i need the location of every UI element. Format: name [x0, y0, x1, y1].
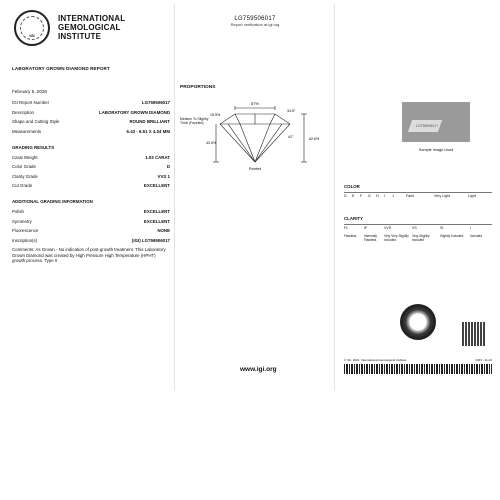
clarity-label: FL — [344, 226, 349, 230]
institute-header — [12, 8, 170, 56]
clarity-description: Included — [470, 234, 483, 238]
color-label: F — [360, 194, 363, 198]
details-section — [12, 98, 170, 136]
additional-value: (IGI) LG759506017 — [131, 237, 170, 243]
additional-grading-heading: ADDITIONAL GRADING INFORMATION — [12, 199, 93, 205]
pavilion-depth: 43.5% — [206, 141, 217, 145]
grading-row — [12, 162, 170, 172]
report-date: February 5, 2026 — [12, 89, 47, 94]
additional-row — [12, 226, 170, 236]
footer-info — [344, 358, 492, 362]
total-depth: 62.6% — [309, 137, 320, 141]
detail-value: ROUND BRILLIANT — [129, 119, 170, 125]
form-code: IG53 - 11-16 — [475, 358, 492, 362]
report-title: LABORATORY GROWN DIAMOND REPORT — [12, 66, 110, 71]
detail-row — [12, 98, 170, 108]
website-link[interactable]: www.igi.org — [240, 366, 277, 373]
color-scale-title: COLOR — [344, 184, 360, 189]
detail-label: IGI Report Number — [12, 100, 50, 106]
girdle-label: Medium To Slightly Thick (Faceted) — [180, 117, 209, 125]
crown-height: 15.5% — [210, 113, 221, 117]
clarity-description: Internally Flawless — [364, 234, 377, 242]
detail-row — [12, 108, 170, 118]
clarity-label: VVS — [384, 226, 392, 230]
additional-value: NONE — [157, 228, 170, 234]
clarity-descriptions — [344, 234, 492, 242]
additional-label: Fluorescence — [12, 228, 39, 234]
additional-label: Symmetry — [12, 218, 32, 224]
detail-label: Shape and Cutting Style — [12, 119, 60, 125]
sample-image — [402, 102, 470, 142]
proportions-diagram — [180, 94, 330, 174]
clarity-description: Slightly Included — [440, 234, 464, 238]
grading-row — [12, 172, 170, 182]
color-scale-labels — [344, 194, 492, 198]
institute-name — [58, 14, 125, 41]
additional-label: Inscription(s) — [12, 237, 38, 243]
column-divider — [174, 4, 175, 390]
proportions-column — [180, 8, 330, 373]
color-label: J — [392, 194, 394, 198]
clarity-scale-title: CLARITY — [344, 216, 364, 221]
color-label: Very Light — [434, 194, 450, 198]
report-verification: Report verification at igi.org — [230, 22, 280, 27]
grading-label: Clarity Grade — [12, 173, 38, 179]
security-strip — [344, 364, 492, 374]
clarity-label: IF — [364, 226, 368, 230]
additional-value: EXCELLENT — [143, 218, 170, 224]
pavilion-angle: 41° — [288, 135, 294, 139]
crown-angle: 34.5° — [287, 109, 296, 113]
institute-line2: GEMOLOGICAL — [58, 23, 121, 32]
additional-label: Polish — [12, 209, 24, 215]
color-label: I — [384, 194, 385, 198]
sample-caption: Sample Image Used — [418, 148, 454, 152]
grading-value: VVS 1 — [157, 173, 170, 179]
report-details-column — [12, 8, 170, 263]
grading-value: 1.03 CARAT — [145, 154, 170, 160]
clarity-scale-labels — [344, 226, 492, 230]
color-label: E — [352, 194, 355, 198]
detail-row — [12, 127, 170, 137]
additional-section — [12, 207, 170, 245]
grading-value: EXCELLENT — [143, 183, 170, 189]
grading-label: Cut Grade — [12, 183, 33, 189]
grading-row — [12, 181, 170, 191]
institute-line1: INTERNATIONAL — [58, 14, 126, 23]
detail-row — [12, 117, 170, 127]
detail-label: Description — [12, 109, 34, 115]
color-label: Faint — [406, 194, 414, 198]
grading-row — [12, 152, 170, 162]
clarity-description: Very Very Slightly Included — [384, 234, 409, 242]
additional-row — [12, 216, 170, 226]
qr-code-icon[interactable] — [462, 322, 486, 346]
detail-value: LG759506017 — [141, 100, 170, 106]
clarity-label: I — [470, 226, 471, 230]
detail-label: Measurements — [12, 129, 42, 135]
table-percent: 57% — [250, 101, 260, 106]
report-number-top: LG759506017 — [234, 16, 276, 22]
additional-row — [12, 207, 170, 217]
grading-section — [12, 152, 170, 190]
grading-results-heading: GRADING RESULTS — [12, 144, 55, 150]
grading-report — [4, 2, 496, 392]
igi-seal-icon — [14, 10, 50, 46]
clarity-description: Very Slightly Included — [412, 234, 430, 242]
copyright-text: © IGI, 2021. International Gemological Institute — [344, 358, 407, 362]
culet-label: Pointed — [248, 167, 262, 171]
color-label: G — [368, 194, 371, 198]
institute-line3: INSTITUTE — [58, 32, 102, 41]
seal-text: IGI — [29, 33, 35, 38]
color-scale-line — [344, 192, 492, 193]
clarity-label: VS — [412, 226, 417, 230]
additional-value: EXCELLENT — [143, 209, 170, 215]
color-label: Light — [468, 194, 476, 198]
clarity-scale-line — [344, 224, 492, 225]
detail-value: 6.43 - 6.51 X 4.04 MM — [126, 129, 170, 135]
sample-inscription: LG759506017 — [416, 124, 439, 128]
grading-label: Color Grade — [12, 164, 36, 170]
clarity-description: Flawless — [344, 234, 357, 238]
color-label: D — [344, 194, 347, 198]
security-hologram-icon — [400, 304, 436, 340]
detail-value: LABORATORY GROWN DIAMOND — [98, 109, 170, 115]
proportions-title: PROPORTIONS — [180, 85, 216, 90]
clarity-label: SI — [440, 226, 444, 230]
color-label: H — [376, 194, 379, 198]
grading-label: Carat Weight — [12, 154, 38, 160]
grading-value: D — [166, 164, 170, 170]
comments-text: Comments: As Grown - No indication of post-growth treatment. This Laboratory Grown Diamond was created by High Pressure High Temperature (HPHT) growth process. Type II — [12, 247, 166, 263]
column-divider — [334, 4, 335, 390]
additional-row — [12, 236, 170, 246]
